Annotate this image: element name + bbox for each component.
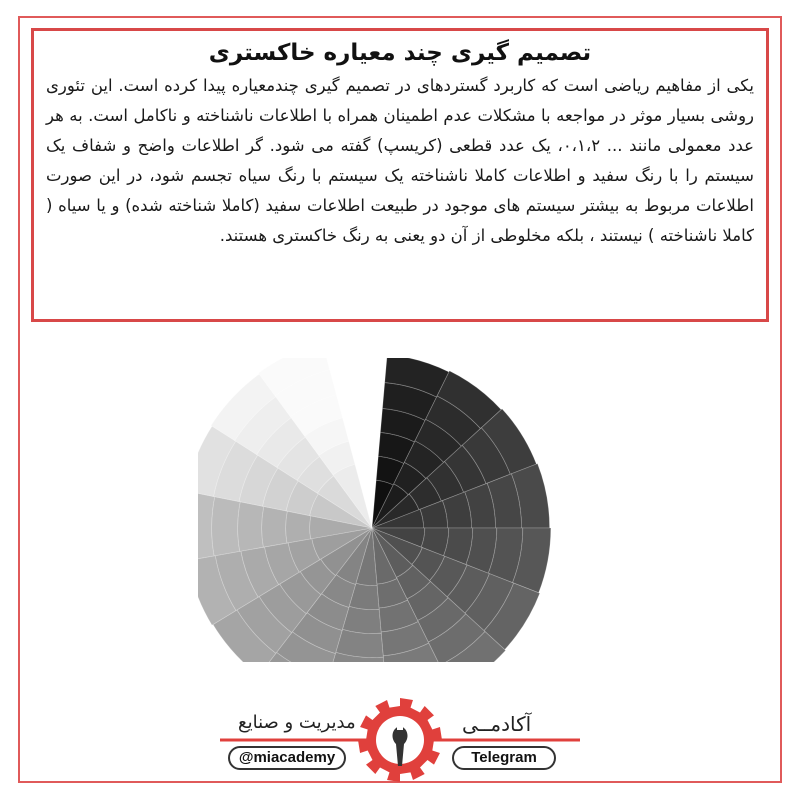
wheel-segment: [286, 511, 311, 543]
telegram-pill: [452, 746, 556, 770]
grey-color-wheel: [198, 358, 602, 662]
wheel-segment: [262, 506, 288, 547]
handle-pill: [228, 746, 346, 770]
wheel-segment: [212, 497, 241, 556]
logo-graphics: [200, 688, 600, 788]
article-body: یکی از مفاهیم ریاضی است که کاربرد گستردهای در تصمیم گیری چندمعیاره پیدا کرده است. این تئوری روشی بسیار موثر در مواجعه با مشکلات عدم اطمینان همراه با اطلاعات ناشناخته و ناکامل است. به هر عدد معمولی مانند ... ۰،۱،۲، یک عدد قطعی (کریسپ) گفته می شود. گر اطلاعات واضح و شفاف یک سیستم را با رنگ سفید و اطلاعات کاملا ناشناخته یک سیستم با رنگ سیاه تجسم شود، در این صورت اطلاعات مربوط به بیشتر سیستم های موجود در طبیعت اطلاعات سفید (کاملا شناخته شده) و یا سیاه ( کاملا ناشناخته ) نیستند ، بلکه مخلوطی از آن دو یعنی به رنگ خاکستری هستند.: [46, 76, 754, 245]
academy-logo: [200, 688, 600, 788]
article-title: تصمیم گیری چند معیاره خاکستری: [208, 40, 592, 66]
telegram-text: Telegram: [471, 749, 537, 766]
article-box: [31, 28, 769, 322]
handle-text: @miacademy: [238, 749, 336, 766]
logo-right-label: آکادمــی: [462, 712, 532, 736]
wheel-segment: [238, 502, 264, 552]
wheel-segment: [336, 629, 384, 657]
logo-left-label: مدیریت و صنایع: [238, 712, 356, 733]
